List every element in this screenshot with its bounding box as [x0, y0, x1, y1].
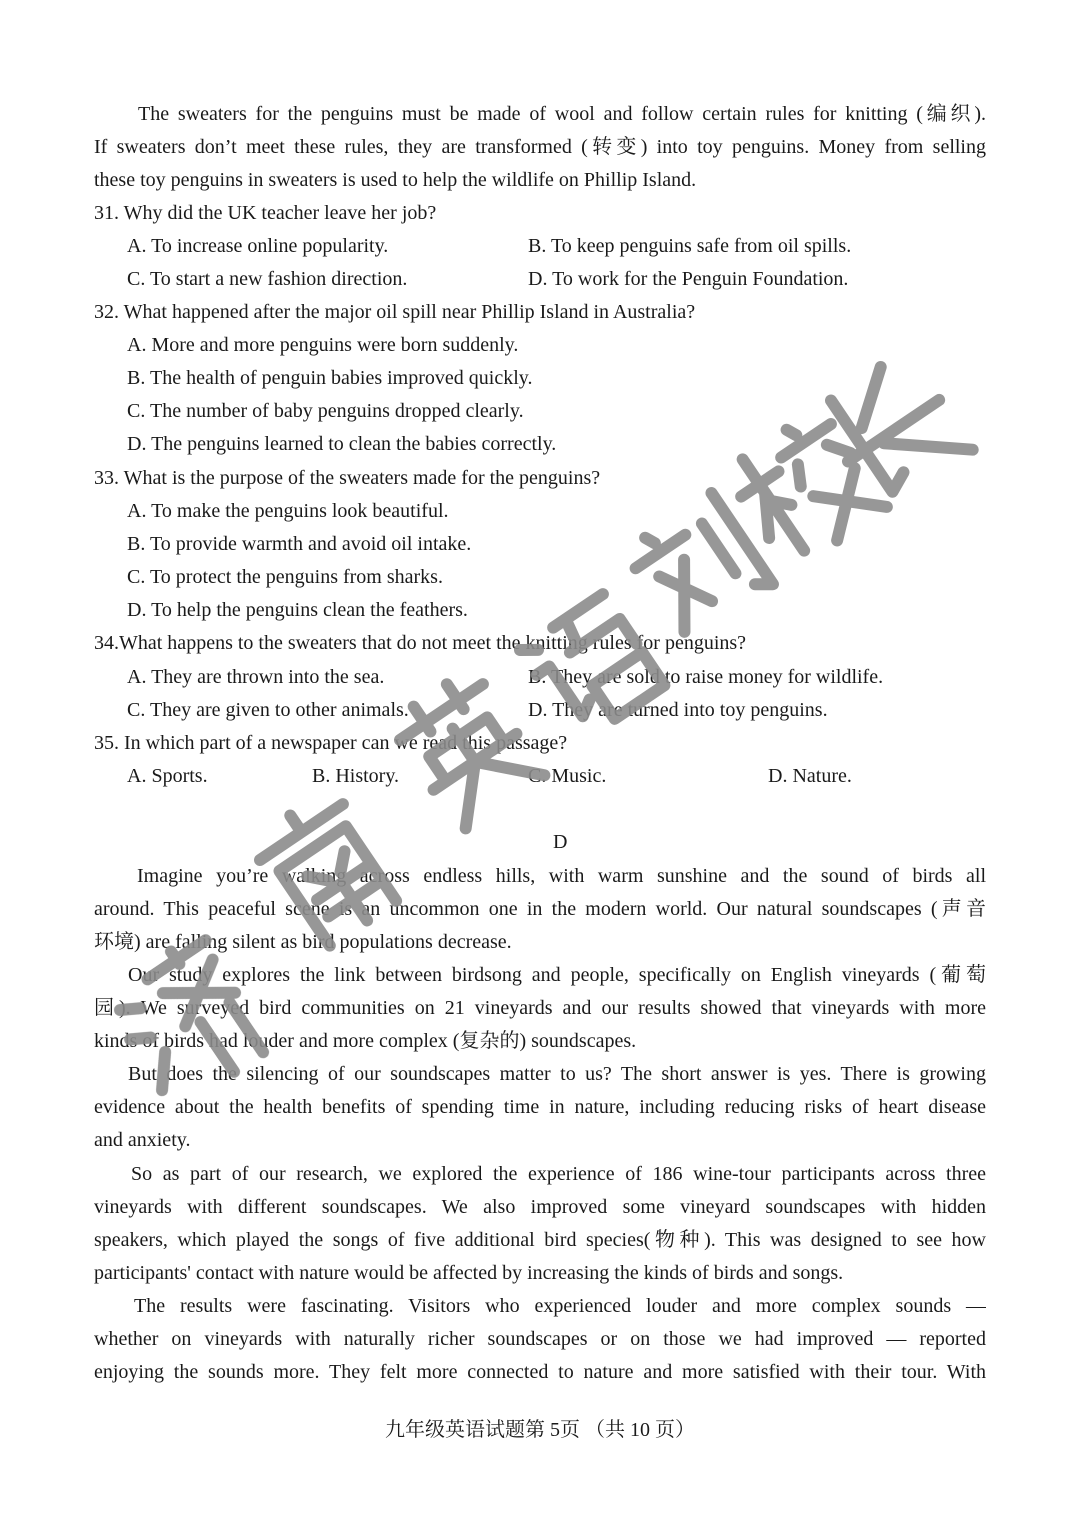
watermark-stroke — [624, 493, 773, 643]
paragraph-line: So as part of our research, we explored the experience of 186 wine-tour participants across three — [131, 1163, 986, 1185]
paragraph-line: Imagine you’re walking across endless hills, with warm sunshine and the sound of birds all — [137, 865, 986, 887]
option-a: A. To increase online popularity. — [127, 235, 389, 257]
option-b: B. The health of penguin babies improved quickly. — [127, 367, 533, 389]
option-a: A. They are thrown into the sea. — [127, 666, 385, 688]
paragraph-line: whether on vineyards with naturally richer soundscapes or on those we had improved — reported — [94, 1328, 986, 1350]
option-c: C. Music. — [528, 765, 607, 787]
page-footer: 九年级英语试题第 5页 （共 10 页） — [385, 1419, 695, 1441]
option-b: B. They are sold to raise money for wildlife. — [528, 666, 884, 688]
paragraph-line: these toy penguins in sweaters is used to help the wildlife on Phillip Island. — [94, 169, 697, 191]
paragraph-line: If sweaters don’t meet these rules, they are transformed (转变) into toy penguins. Money from selling — [94, 136, 986, 158]
section-heading: D — [553, 831, 568, 853]
option-a: A. Sports. — [127, 765, 208, 787]
option-d: D. They are turned into toy penguins. — [528, 699, 828, 721]
option-c: C. To start a new fashion direction. — [127, 268, 408, 290]
option-c: C. To protect the penguins from sharks. — [127, 566, 443, 588]
paragraph-line: kinds of birds had louder and more complex (复杂的) soundscapes. — [94, 1030, 637, 1052]
option-a: A. More and more penguins were born suddenly. — [127, 334, 519, 356]
option-d: D. To help the penguins clean the feathers. — [127, 599, 468, 621]
option-d: D. Nature. — [768, 765, 852, 787]
question-stem: 33. What is the purpose of the sweaters made for the penguins? — [94, 467, 601, 489]
option-a: A. To make the penguins look beautiful. — [127, 500, 449, 522]
paragraph-line: 环境) are falling silent as bird populations decrease. — [94, 931, 512, 953]
paragraph-line: and anxiety. — [94, 1129, 191, 1151]
question-stem: 31. Why did the UK teacher leave her job? — [94, 202, 437, 224]
paragraph-line: participants' contact with nature would be affected by increasing the kinds of birds and songs. — [94, 1262, 844, 1284]
option-b: B. To provide warmth and avoid oil intake. — [127, 533, 472, 555]
paragraph-line: enjoying the sounds more. They felt more connected to nature and more satisfied with their tour. With — [94, 1361, 986, 1383]
option-d: D. The penguins learned to clean the babies correctly. — [127, 433, 557, 455]
option-d: D. To work for the Penguin Foundation. — [528, 268, 849, 290]
option-b: B. To keep penguins safe from oil spills. — [528, 235, 852, 257]
paragraph-line: vineyards with different soundscapes. We also improved some vineyard soundscapes with hidden — [94, 1196, 986, 1218]
paragraph-line: evidence about the health benefits of spending time in nature, including reducing risks of heart disease — [94, 1096, 986, 1118]
paragraph-line: The sweaters for the penguins must be made of wool and follow certain rules for knitting (编织). — [138, 103, 986, 125]
question-stem: 32. What happened after the major oil spill near Phillip Island in Australia? — [94, 301, 696, 323]
option-c: C. The number of baby penguins dropped clearly. — [127, 400, 524, 422]
paragraph-line: 园). We surveyed bird communities on 21 vineyards and our results showed that vineyards with more — [94, 997, 986, 1019]
option-c: C. They are given to other animals. — [127, 699, 409, 721]
question-stem: 35. In which part of a newspaper can we read this passage? — [94, 732, 568, 754]
question-stem: 34.What happens to the sweaters that do not meet the knitting rules for penguins? — [94, 632, 747, 654]
paragraph-line: The results were fascinating. Visitors who experienced louder and more complex sounds — — [134, 1295, 986, 1317]
paragraph-line: But does the silencing of our soundscapes matter to us? The short answer is yes. There is growing — [128, 1063, 986, 1085]
paragraph-line: around. This peaceful scene is an uncommon one in the modern world. Our natural soundscapes (声音 — [94, 898, 986, 920]
option-b: B. History. — [312, 765, 400, 787]
paragraph-line: speakers, which played the songs of five additional bird species(物种). This was designed to see how — [94, 1229, 986, 1251]
paragraph-line: Our study explores the link between birdsong and people, specifically on English vineyards (葡萄 — [128, 964, 986, 986]
